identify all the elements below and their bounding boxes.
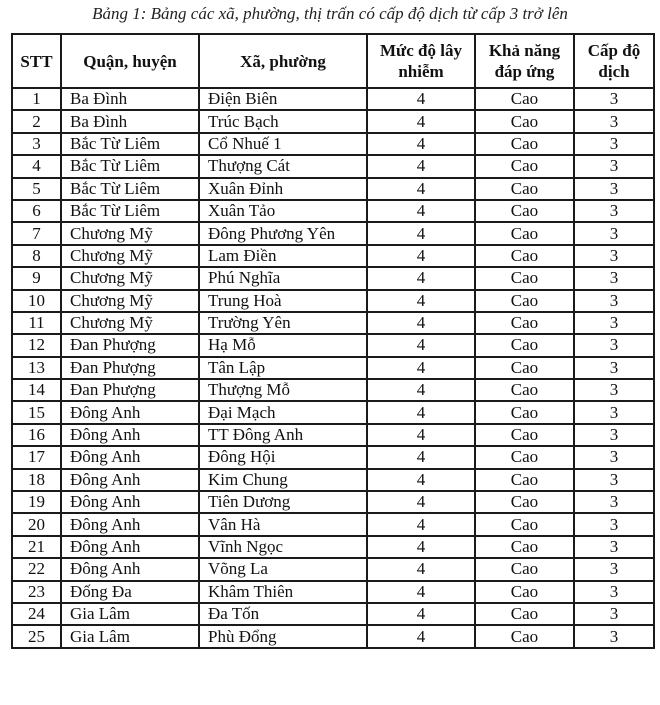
cell-response-capacity: Cao xyxy=(475,178,574,200)
cell-infection-level: 4 xyxy=(367,603,475,625)
cell-epidemic-level: 3 xyxy=(574,133,654,155)
cell-infection-level: 4 xyxy=(367,290,475,312)
cell-stt: 7 xyxy=(12,222,61,244)
cell-epidemic-level: 3 xyxy=(574,536,654,558)
cell-stt: 13 xyxy=(12,357,61,379)
cell-ward: Thượng Cát xyxy=(199,155,367,177)
cell-response-capacity: Cao xyxy=(475,581,574,603)
cell-infection-level: 4 xyxy=(367,88,475,110)
cell-district: Chương Mỹ xyxy=(61,312,199,334)
cell-response-capacity: Cao xyxy=(475,446,574,468)
cell-ward: Hạ Mỗ xyxy=(199,334,367,356)
table-row xyxy=(12,88,654,110)
header-ward: Xã, phường xyxy=(199,34,367,88)
table-row xyxy=(12,178,654,200)
cell-district: Chương Mỹ xyxy=(61,267,199,289)
cell-response-capacity: Cao xyxy=(475,469,574,491)
cell-epidemic-level: 3 xyxy=(574,267,654,289)
cell-epidemic-level: 3 xyxy=(574,334,654,356)
cell-ward: Xuân Tảo xyxy=(199,200,367,222)
cell-ward: Trúc Bạch xyxy=(199,110,367,132)
cell-epidemic-level: 3 xyxy=(574,312,654,334)
cell-response-capacity: Cao xyxy=(475,334,574,356)
header-row xyxy=(12,34,654,88)
cell-ward: Đa Tốn xyxy=(199,603,367,625)
table-row xyxy=(12,267,654,289)
header-response-capacity: Khả năng đáp ứng xyxy=(475,34,574,88)
cell-ward: Đông Hội xyxy=(199,446,367,468)
cell-infection-level: 4 xyxy=(367,513,475,535)
cell-district: Bắc Từ Liêm xyxy=(61,155,199,177)
cell-district: Đan Phượng xyxy=(61,357,199,379)
cell-district: Đan Phượng xyxy=(61,379,199,401)
cell-district: Đông Anh xyxy=(61,536,199,558)
cell-stt: 14 xyxy=(12,379,61,401)
cell-stt: 24 xyxy=(12,603,61,625)
cell-stt: 25 xyxy=(12,625,61,647)
cell-infection-level: 4 xyxy=(367,625,475,647)
cell-infection-level: 4 xyxy=(367,491,475,513)
cell-stt: 6 xyxy=(12,200,61,222)
table-row xyxy=(12,469,654,491)
cell-ward: Thượng Mỗ xyxy=(199,379,367,401)
table-row xyxy=(12,625,654,647)
table-row xyxy=(12,536,654,558)
cell-district: Đông Anh xyxy=(61,558,199,580)
table-row xyxy=(12,155,654,177)
cell-epidemic-level: 3 xyxy=(574,155,654,177)
table-row xyxy=(12,424,654,446)
cell-district: Gia Lâm xyxy=(61,603,199,625)
cell-infection-level: 4 xyxy=(367,133,475,155)
table-row xyxy=(12,513,654,535)
table-row xyxy=(12,558,654,580)
cell-district: Chương Mỹ xyxy=(61,245,199,267)
cell-infection-level: 4 xyxy=(367,536,475,558)
table-row xyxy=(12,133,654,155)
cell-infection-level: 4 xyxy=(367,178,475,200)
cell-infection-level: 4 xyxy=(367,401,475,423)
cell-response-capacity: Cao xyxy=(475,312,574,334)
cell-stt: 21 xyxy=(12,536,61,558)
table-row xyxy=(12,290,654,312)
cell-district: Gia Lâm xyxy=(61,625,199,647)
cell-stt: 19 xyxy=(12,491,61,513)
cell-district: Đông Anh xyxy=(61,469,199,491)
cell-infection-level: 4 xyxy=(367,446,475,468)
cell-stt: 12 xyxy=(12,334,61,356)
cell-epidemic-level: 3 xyxy=(574,357,654,379)
cell-infection-level: 4 xyxy=(367,581,475,603)
cell-ward: Xuân Đỉnh xyxy=(199,178,367,200)
table-row xyxy=(12,581,654,603)
cell-epidemic-level: 3 xyxy=(574,446,654,468)
cell-stt: 2 xyxy=(12,110,61,132)
table-row xyxy=(12,312,654,334)
cell-stt: 11 xyxy=(12,312,61,334)
cell-stt: 22 xyxy=(12,558,61,580)
cell-district: Đông Anh xyxy=(61,513,199,535)
cell-ward: Kim Chung xyxy=(199,469,367,491)
cell-response-capacity: Cao xyxy=(475,603,574,625)
cell-stt: 3 xyxy=(12,133,61,155)
cell-ward: Lam Điền xyxy=(199,245,367,267)
cell-stt: 23 xyxy=(12,581,61,603)
cell-response-capacity: Cao xyxy=(475,133,574,155)
cell-epidemic-level: 3 xyxy=(574,222,654,244)
cell-infection-level: 4 xyxy=(367,245,475,267)
cell-ward: Phú Nghĩa xyxy=(199,267,367,289)
cell-infection-level: 4 xyxy=(367,312,475,334)
cell-stt: 8 xyxy=(12,245,61,267)
table-row xyxy=(12,491,654,513)
cell-stt: 18 xyxy=(12,469,61,491)
cell-infection-level: 4 xyxy=(367,558,475,580)
cell-stt: 17 xyxy=(12,446,61,468)
table-row xyxy=(12,603,654,625)
cell-stt: 5 xyxy=(12,178,61,200)
header-stt: STT xyxy=(12,34,61,88)
cell-epidemic-level: 3 xyxy=(574,200,654,222)
cell-stt: 4 xyxy=(12,155,61,177)
cell-epidemic-level: 3 xyxy=(574,379,654,401)
cell-infection-level: 4 xyxy=(367,200,475,222)
cell-epidemic-level: 3 xyxy=(574,491,654,513)
epidemic-level-table xyxy=(11,33,655,649)
cell-ward: Đại Mạch xyxy=(199,401,367,423)
table-row xyxy=(12,379,654,401)
cell-response-capacity: Cao xyxy=(475,401,574,423)
cell-district: Đan Phượng xyxy=(61,334,199,356)
cell-district: Chương Mỹ xyxy=(61,290,199,312)
cell-ward: Cổ Nhuế 1 xyxy=(199,133,367,155)
cell-response-capacity: Cao xyxy=(475,290,574,312)
cell-district: Đống Đa xyxy=(61,581,199,603)
cell-district: Ba Đình xyxy=(61,88,199,110)
cell-ward: Tiên Dương xyxy=(199,491,367,513)
table-row xyxy=(12,334,654,356)
table-row xyxy=(12,222,654,244)
cell-ward: Trung Hoà xyxy=(199,290,367,312)
cell-infection-level: 4 xyxy=(367,267,475,289)
table-body xyxy=(12,88,654,648)
cell-epidemic-level: 3 xyxy=(574,178,654,200)
cell-infection-level: 4 xyxy=(367,110,475,132)
cell-response-capacity: Cao xyxy=(475,625,574,647)
cell-response-capacity: Cao xyxy=(475,110,574,132)
cell-response-capacity: Cao xyxy=(475,88,574,110)
cell-epidemic-level: 3 xyxy=(574,401,654,423)
cell-response-capacity: Cao xyxy=(475,424,574,446)
cell-district: Đông Anh xyxy=(61,424,199,446)
cell-epidemic-level: 3 xyxy=(574,245,654,267)
cell-infection-level: 4 xyxy=(367,424,475,446)
cell-response-capacity: Cao xyxy=(475,267,574,289)
cell-response-capacity: Cao xyxy=(475,155,574,177)
table-row xyxy=(12,200,654,222)
cell-epidemic-level: 3 xyxy=(574,603,654,625)
cell-response-capacity: Cao xyxy=(475,536,574,558)
header-infection-level: Mức độ lây nhiễm xyxy=(367,34,475,88)
cell-response-capacity: Cao xyxy=(475,379,574,401)
cell-response-capacity: Cao xyxy=(475,200,574,222)
cell-stt: 10 xyxy=(12,290,61,312)
header-district: Quận, huyện xyxy=(61,34,199,88)
cell-epidemic-level: 3 xyxy=(574,558,654,580)
cell-infection-level: 4 xyxy=(367,357,475,379)
cell-epidemic-level: 3 xyxy=(574,469,654,491)
cell-epidemic-level: 3 xyxy=(574,625,654,647)
cell-infection-level: 4 xyxy=(367,469,475,491)
cell-response-capacity: Cao xyxy=(475,513,574,535)
cell-response-capacity: Cao xyxy=(475,245,574,267)
cell-ward: Tân Lập xyxy=(199,357,367,379)
cell-infection-level: 4 xyxy=(367,334,475,356)
table-caption: Bảng 1: Bảng các xã, phường, thị trấn có cấp độ dịch từ cấp 3 trở lên xyxy=(92,4,568,23)
cell-district: Ba Đình xyxy=(61,110,199,132)
cell-ward: Phù Đổng xyxy=(199,625,367,647)
table-row xyxy=(12,446,654,468)
cell-stt: 20 xyxy=(12,513,61,535)
cell-response-capacity: Cao xyxy=(475,222,574,244)
cell-response-capacity: Cao xyxy=(475,558,574,580)
table-row xyxy=(12,357,654,379)
cell-district: Bắc Từ Liêm xyxy=(61,178,199,200)
cell-epidemic-level: 3 xyxy=(574,290,654,312)
table-row xyxy=(12,110,654,132)
cell-district: Đông Anh xyxy=(61,401,199,423)
cell-epidemic-level: 3 xyxy=(574,88,654,110)
cell-district: Bắc Từ Liêm xyxy=(61,133,199,155)
table-row xyxy=(12,245,654,267)
cell-epidemic-level: 3 xyxy=(574,513,654,535)
cell-infection-level: 4 xyxy=(367,222,475,244)
cell-infection-level: 4 xyxy=(367,379,475,401)
cell-response-capacity: Cao xyxy=(475,357,574,379)
cell-epidemic-level: 3 xyxy=(574,581,654,603)
cell-ward: Đông Phương Yên xyxy=(199,222,367,244)
cell-stt: 9 xyxy=(12,267,61,289)
cell-stt: 15 xyxy=(12,401,61,423)
cell-epidemic-level: 3 xyxy=(574,110,654,132)
cell-ward: TT Đông Anh xyxy=(199,424,367,446)
cell-district: Đông Anh xyxy=(61,446,199,468)
cell-district: Đông Anh xyxy=(61,491,199,513)
cell-stt: 16 xyxy=(12,424,61,446)
header-epidemic-level: Cấp độ dịch xyxy=(574,34,654,88)
cell-stt: 1 xyxy=(12,88,61,110)
cell-ward: Trường Yên xyxy=(199,312,367,334)
cell-ward: Võng La xyxy=(199,558,367,580)
cell-ward: Vĩnh Ngọc xyxy=(199,536,367,558)
cell-infection-level: 4 xyxy=(367,155,475,177)
cell-district: Bắc Từ Liêm xyxy=(61,200,199,222)
cell-response-capacity: Cao xyxy=(475,491,574,513)
cell-ward: Khâm Thiên xyxy=(199,581,367,603)
cell-ward: Điện Biên xyxy=(199,88,367,110)
cell-epidemic-level: 3 xyxy=(574,424,654,446)
cell-district: Chương Mỹ xyxy=(61,222,199,244)
table-row xyxy=(12,401,654,423)
cell-ward: Vân Hà xyxy=(199,513,367,535)
